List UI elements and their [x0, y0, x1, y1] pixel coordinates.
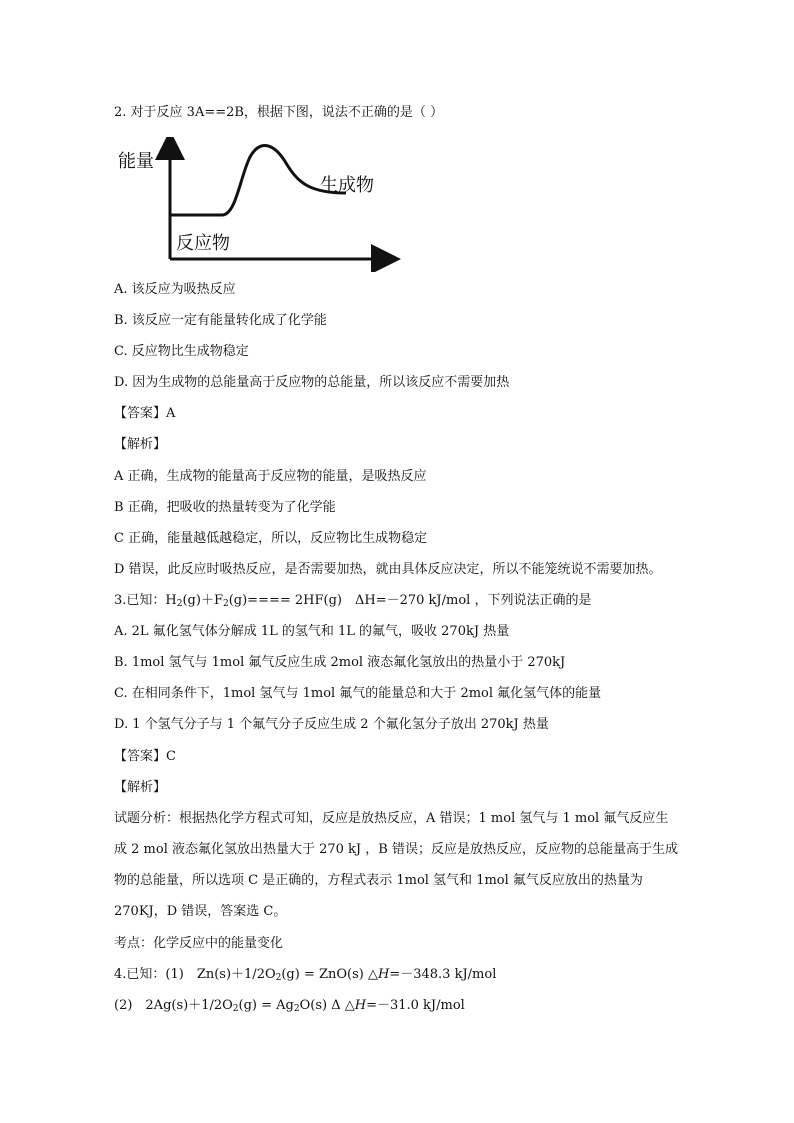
- q2-option-d: D. 因为生成物的总能量高于反应物的总能量，所以该反应不需要加热: [114, 375, 510, 390]
- q2-option-a: A. 该反应为吸热反应: [114, 282, 236, 297]
- q2-option-c: C. 反应物比生成物稳定: [114, 344, 249, 359]
- q3-kaodian: 考点：化学反应中的能量变化: [114, 936, 284, 951]
- q3-option-d: D. 1 个氢气分子与 1 个氟气分子反应生成 2 个氟化氢分子放出 270kJ 热量: [114, 717, 549, 732]
- product-label: 生成物: [320, 175, 374, 196]
- q3-analysis-text: 试题分析：根据热化学方程式可知，反应是放热反应，A 错误；1 mol 氢气与 1 mol 氟气反应生成 2 mol 液态氟化氢放出热量大于 270 kJ ，B 错误；反应是放热反应，反应物的总能量高于生成物的总能量，所以选项 C 是正确的，方程式表示 1mol 氢气和 1mol 氟气反应放出的热量为 270KJ，D 错误，答案选 C。: [114, 811, 678, 919]
- q3-option-a: A. 2L 氟化氢气体分解成 1L 的氢气和 1L 的氟气，吸收 270kJ 热量: [114, 624, 510, 639]
- energy-diagram-svg: [114, 137, 404, 272]
- q2-analysis-a: A 正确，生成物的能量高于反应物的能量，是吸热反应: [114, 469, 427, 484]
- q2-analysis-b: B 正确，把吸收的热量转变为了化学能: [114, 500, 336, 515]
- q3-stem: 3.已知：$H_2(g)+F_2(g)==== 2HF(g)$ ΔH=－270 kJ/mol ，下列说法正确的是: [114, 593, 592, 609]
- q3-option-c: C. 在相同条件下，1mol 氢气与 1mol 氟气的能量总和大于 2mol 氟化氢气体的能量: [114, 686, 602, 701]
- q3-answer: 【答案】C: [114, 749, 176, 764]
- q2-analysis-d: D 错误，此反应时吸热反应，是否需要加热，就由具体反应决定，所以不能笼统说不需要加热。: [114, 562, 662, 577]
- q2-option-b: B. 该反应一定有能量转化成了化学能: [114, 313, 327, 328]
- q2-analysis-title: 【解析】: [114, 437, 167, 452]
- energy-diagram: [114, 137, 404, 272]
- q2-stem: 2. 对于反应 3A==2B，根据下图，说法不正确的是（ ）: [114, 105, 444, 120]
- q3-option-b: B. 1mol 氢气与 1mol 氟气反应生成 2mol 液态氟化氢放出的热量小于 270kJ: [114, 655, 566, 670]
- q4-line-2: (2) $2Ag(s)+1/2O_2(g) = Ag_2O(s)$ Δ △H=－31.0 kJ/mol: [114, 998, 465, 1014]
- q4-line-1: 4.已知：(1) $Zn(s)+1/2O_2(g) = ZnO(s)$ △H=－348.3 kJ/mol: [114, 967, 497, 983]
- q2-analysis-c: C 正确，能量越低越稳定，所以，反应物比生成物稳定: [114, 531, 428, 546]
- reactant-label: 反应物: [176, 233, 230, 254]
- q2-answer: 【答案】A: [114, 406, 176, 421]
- y-axis-label: 能量: [118, 151, 154, 172]
- q3-analysis-title: 【解析】: [114, 780, 167, 795]
